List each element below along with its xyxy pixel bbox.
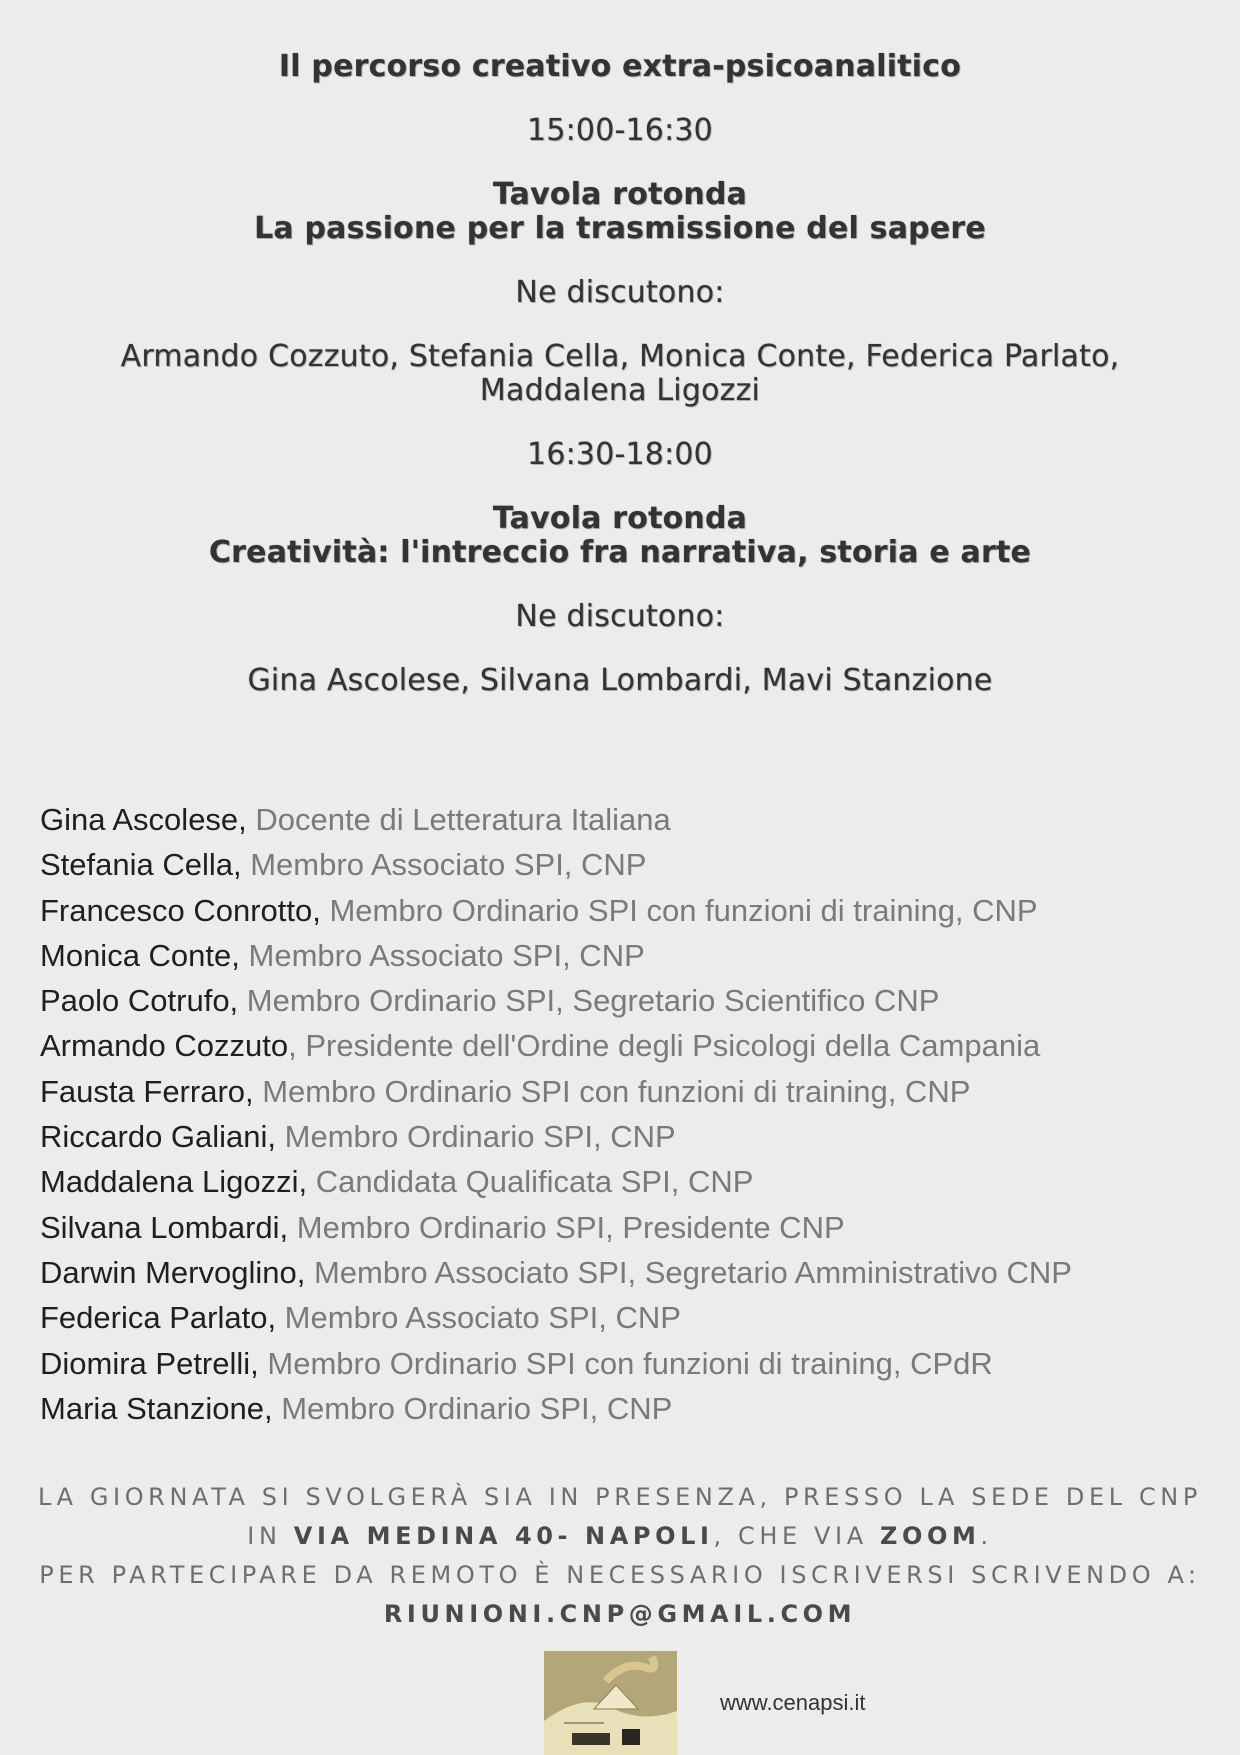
speaker-row — [40, 842, 1220, 887]
website-link[interactable]: www.cenapsi.it — [720, 1690, 866, 1715]
speaker-role: Membro Associato SPI, CNP — [276, 1300, 681, 1336]
speaker-name: Diomira Petrelli, — [40, 1345, 259, 1381]
speaker-name: Monica Conte, — [40, 937, 240, 973]
speaker-role: Membro Associato SPI, Segretario Amministrativo CNP — [305, 1254, 1072, 1290]
speaker-row — [40, 1205, 1220, 1250]
speakers-list — [40, 797, 1220, 1431]
slot1-speakers-line2: Maddalena Ligozzi — [479, 373, 761, 408]
speaker-name: Maria Stanzione, — [40, 1390, 273, 1426]
slot1-time: 15:00-16:30 — [527, 113, 713, 148]
speaker-row — [40, 1250, 1220, 1295]
speaker-row — [40, 933, 1220, 978]
slot1-topic: La passione per la trasmissione del sapere — [254, 211, 986, 246]
speaker-name: Federica Parlato, — [40, 1300, 277, 1336]
speaker-name: Gina Ascolese, — [40, 802, 247, 837]
speaker-role: Candidata Qualificata SPI, CNP — [307, 1164, 754, 1200]
speaker-row — [40, 1023, 1220, 1068]
speaker-name: Silvana Lombardi, — [40, 1209, 289, 1245]
program-title: Il percorso creativo extra-psicoanalitico — [278, 49, 962, 84]
slot1-type: Tavola rotonda — [492, 177, 748, 212]
speaker-role: Membro Ordinario SPI, Presidente CNP — [288, 1209, 845, 1245]
slot1-discuss-label: Ne discutono: — [515, 275, 725, 310]
notice-line3: PER PARTECIPARE DA REMOTO È NECESSARIO ISCRIVERSI SCRIVENDO A: — [39, 1561, 1201, 1589]
speaker-name: Darwin Mervoglino, — [40, 1254, 306, 1290]
notice-line1: LA GIORNATA SI SVOLGERÀ SIA IN PRESENZA, PRESSO LA SEDE DEL CNP — [38, 1483, 1202, 1511]
speaker-role: Membro Ordinario SPI con funzioni di training, CNP — [320, 892, 1038, 928]
slot2-discuss-label: Ne discutono: — [515, 599, 725, 634]
notice-line2-pre: IN — [247, 1522, 294, 1550]
speaker-name: Paolo Cotrufo, — [40, 983, 239, 1019]
slot2-time: 16:30-18:00 — [527, 437, 713, 472]
speaker-role: Membro Ordinario SPI, CNP — [272, 1390, 673, 1426]
speaker-name: Maddalena Ligozzi, — [40, 1164, 308, 1200]
slot2-type: Tavola rotonda — [492, 501, 748, 536]
speaker-row — [40, 888, 1220, 933]
email-link[interactable] — [0, 1595, 1240, 1634]
speaker-role: , Presidente dell'Ordine degli Psicologi della Campania — [288, 1028, 1041, 1064]
speaker-role: Docente di Letteratura Italiana — [246, 802, 671, 837]
speaker-role: Membro Ordinario SPI, Segretario Scientifico CNP — [238, 983, 940, 1019]
zoom-label: ZOOM — [879, 1522, 981, 1550]
speaker-name: Riccardo Galiani, — [40, 1119, 277, 1155]
speaker-row — [40, 1295, 1220, 1340]
speaker-row — [40, 1114, 1220, 1159]
speaker-name: Fausta Ferraro, — [40, 1073, 254, 1109]
logo-drawing-icon — [544, 1651, 677, 1755]
speaker-role: Membro Ordinario SPI, CNP — [276, 1119, 676, 1155]
venue-address: VIA MEDINA 40- NAPOLI — [293, 1522, 714, 1550]
email-text: RIUNIONI.CNP@GMAIL.COM — [383, 1600, 857, 1628]
speaker-name: Francesco Conrotto, — [40, 892, 321, 928]
speaker-row — [40, 1386, 1220, 1431]
notice-line2-mid: , CHE VIA — [713, 1522, 880, 1550]
speaker-name: Armando Cozzuto — [40, 1028, 289, 1064]
speaker-role: Membro Ordinario SPI con funzioni di training, CPdR — [258, 1345, 993, 1381]
cnp-logo — [544, 1651, 677, 1755]
speaker-name: Stefania Cella, — [40, 847, 242, 883]
speaker-row — [40, 1069, 1220, 1114]
speaker-row — [40, 978, 1220, 1023]
speaker-role: Membro Ordinario SPI con funzioni di training, CNP — [253, 1073, 971, 1109]
speaker-row — [40, 797, 1220, 842]
slot1-speakers-line1: Armando Cozzuto, Stefania Cella, Monica Conte, Federica Parlato, — [120, 339, 1120, 374]
speaker-role: Membro Associato SPI, CNP — [239, 937, 645, 973]
notice-line2-end: . — [980, 1522, 993, 1550]
attendance-notice — [0, 1478, 1240, 1634]
speaker-row — [40, 1159, 1220, 1204]
speaker-row — [40, 1341, 1220, 1386]
speaker-role: Membro Associato SPI, CNP — [241, 847, 647, 883]
slot2-topic: Creatività: l'intreccio fra narrativa, storia e arte — [208, 535, 1032, 570]
slot2-speakers-line1: Gina Ascolese, Silvana Lombardi, Mavi Stanzione — [247, 663, 993, 698]
notice-line2 — [0, 1517, 1240, 1556]
program-section — [0, 50, 1240, 698]
